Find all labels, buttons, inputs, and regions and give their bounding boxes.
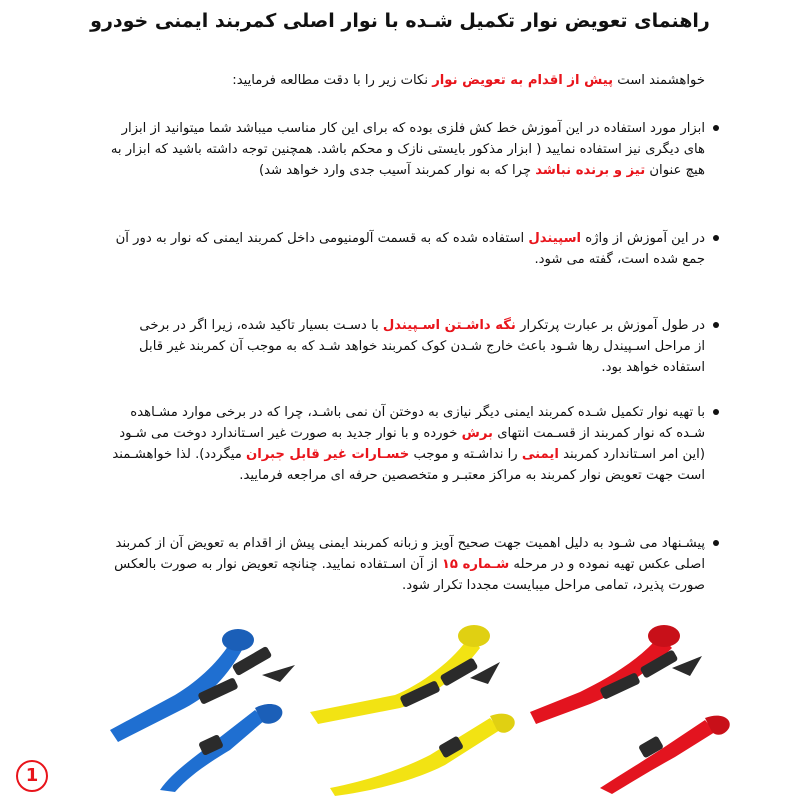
bullet-text: [105, 228, 705, 270]
highlight-text: نگه داشـتن اسـپیندل: [382, 318, 516, 333]
highlight-text: ایمنی: [521, 447, 559, 462]
body-text: چرا که به نوار کمربند آسیب جدی وارد خواهد شد): [258, 163, 536, 178]
highlight-text: خسـارات غیر قابل جبران: [245, 447, 410, 462]
intro-paragraph: [70, 70, 705, 91]
page-title: راهنمای تعویض نوار تکمیل شـده با نوار اصلی کمربند ایمنی خودرو: [90, 10, 710, 32]
body-text: را نداشـته و موجب: [409, 447, 522, 462]
body-text: از آن اسـتفاده نمایید. چنانچه تعویض نوار به صورت بالعکس صورت پذیرد، تمامی مراحل میبایست مجددا تکرار شود.: [114, 557, 705, 593]
body-text: در این آموزش از واژه: [581, 231, 705, 246]
highlight-text: اسپیندل: [528, 231, 582, 246]
bullet-tool: [105, 118, 705, 181]
bullet-dot: [713, 125, 719, 131]
body-text: خورده و با نوار جدید به صورت غیر اسـتاندارد دوخت می شـود (این امر اسـتاندارد کمربند: [119, 426, 705, 462]
intro-pre: خواهشمند است: [613, 73, 705, 88]
body-text: میگردد). لذا خواهشـمند است جهت تعویض نوار کمربند به مراکز معتبـر و متخصصین حرفه ای مراجعه فرمایید.: [112, 447, 705, 483]
highlight-text: برش: [461, 426, 494, 441]
body-text: ابزار مورد استفاده در این آموزش خط کش فلزی بوده که برای این کار مناسب میباشد شما میتوانید از ابزار های دیگری نیز استفاده نمایید ( ابزار مذکور بایستی نازک و محکم باشد. همچنین توجه داشته باشید که ابزار به هیچ عنوان: [110, 121, 705, 178]
bullet-photo: [105, 533, 705, 596]
intro-post: نکات زیر را با دقت مطالعه فرمایید:: [232, 73, 433, 88]
body-text: با دسـت بسیار تاکید شده، زیرا اگر در برخی از مراحل اسـپیندل رها شـود باعث خارج شـدن کوک کمربند خواهد شـد که به موجب آن کمربند غیر قابل استفاده خواهد بود.: [139, 318, 705, 375]
highlight-text: تیز و برنده نباشد: [535, 163, 646, 178]
body-text: پیشـنهاد می شـود به دلیل اهمیت جهت صحیح آویز و زبانه کمربند ایمنی پیش از اقدام به تعویض آن از کمربند اصلی عکس تهیه نموده و در مرحله: [115, 536, 705, 572]
blue-belt-image: [110, 629, 295, 792]
bullet-dot: [713, 409, 719, 415]
yellow-belt-image: [310, 625, 515, 796]
intro-highlight: پیش از اقدام به تعویض نوار: [432, 73, 614, 88]
bullet-dot: [713, 322, 719, 328]
body-text: در طول آموزش بر عبارت پرتکرار: [515, 318, 705, 333]
bullet-sewing: [105, 402, 705, 486]
bullet-text: [105, 402, 705, 486]
bullet-text: [135, 315, 705, 378]
page-number-badge: 1: [16, 760, 48, 792]
bullet-dot: [713, 540, 719, 546]
bullet-text: [105, 533, 705, 596]
body-text: استفاده شده که به قسمت آلومنیومی داخل کمربند ایمنی که نوار به دور آن جمع شده است، گفته می شود.: [115, 231, 705, 267]
body-text: با تهیه نوار تکمیل شـده کمربند ایمنی دیگر نیازی به دوختن آن نمی باشـد، چرا که در برخی موارد مشـاهده شـده که نوار کمربند از قسـمت انتهای: [130, 405, 705, 441]
bullet-spindle: [105, 228, 705, 270]
bullet-text: [105, 118, 705, 181]
bullet-hold-spindle: [135, 315, 705, 378]
bullet-dot: [713, 235, 719, 241]
belt-images: [0, 600, 800, 800]
highlight-text: شـماره ۱۵: [441, 557, 510, 572]
red-belt-image: [530, 625, 730, 794]
